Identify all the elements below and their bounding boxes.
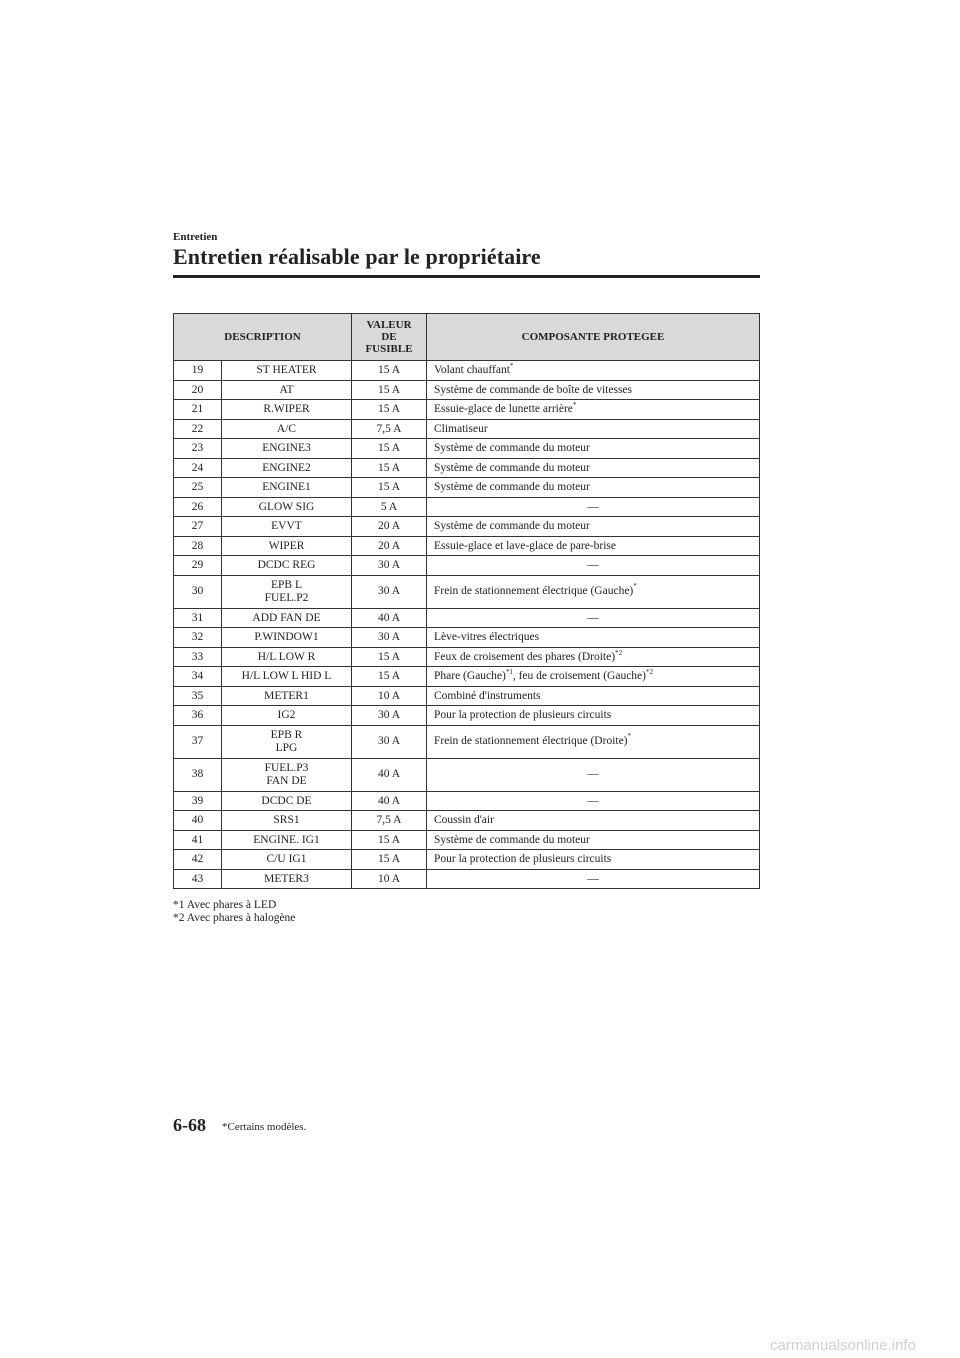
component-text: — xyxy=(587,768,599,781)
fuse-number: 26 xyxy=(174,497,222,517)
protected-component xyxy=(427,419,760,439)
fuse-number: 24 xyxy=(174,458,222,478)
footnote-marker: * xyxy=(633,582,637,591)
component-text: Phare (Gauche) xyxy=(434,670,506,683)
fuse-description-line: SRS1 xyxy=(273,814,300,827)
fuse-value: 15 A xyxy=(352,361,427,381)
table-row xyxy=(174,517,760,537)
table-row xyxy=(174,458,760,478)
fuse-number: 38 xyxy=(174,758,222,791)
component-text: — xyxy=(587,500,599,513)
footnotes xyxy=(173,899,295,925)
footnote-marker: *2 xyxy=(646,668,653,677)
fuse-number: 29 xyxy=(174,556,222,576)
component-text: Système de commande du moteur xyxy=(434,481,590,494)
fuse-description-line: ENGINE3 xyxy=(262,442,311,455)
table-row xyxy=(174,536,760,556)
fuse-description-line: P.WINDOW1 xyxy=(254,631,319,644)
fuse-description-line: ST HEATER xyxy=(256,364,317,377)
fuse-value: 30 A xyxy=(352,575,427,608)
fuse-number: 27 xyxy=(174,517,222,537)
component-text: — xyxy=(587,794,599,807)
fuse-number: 42 xyxy=(174,850,222,870)
protected-component xyxy=(427,608,760,628)
component-text: Pour la protection de plusieurs circuits xyxy=(434,709,612,722)
fuse-description xyxy=(222,380,352,400)
fuse-description-line: METER1 xyxy=(264,689,309,702)
fuse-description-line: FUEL.P3 xyxy=(264,762,309,775)
fuse-value: 30 A xyxy=(352,628,427,648)
fuse-number: 37 xyxy=(174,725,222,758)
header-description: DESCRIPTION xyxy=(174,314,352,361)
fuse-description-line: GLOW SIG xyxy=(258,500,315,513)
fuse-description xyxy=(222,850,352,870)
fuse-value: 7,5 A xyxy=(352,419,427,439)
fuse-description-line: EPB R xyxy=(270,729,303,742)
fuse-number: 43 xyxy=(174,869,222,889)
table-row xyxy=(174,647,760,667)
fuse-value: 15 A xyxy=(352,830,427,850)
fuse-value: 15 A xyxy=(352,439,427,459)
table-row xyxy=(174,380,760,400)
fuse-description xyxy=(222,556,352,576)
protected-component xyxy=(427,575,760,608)
fuse-description-line: DCDC REG xyxy=(257,559,316,572)
fuse-description-line: METER3 xyxy=(264,872,309,885)
fuse-number: 41 xyxy=(174,830,222,850)
header-value xyxy=(352,314,427,361)
table-row xyxy=(174,608,760,628)
protected-component xyxy=(427,811,760,831)
component-text: Essuie-glace de lunette arrière xyxy=(434,403,573,416)
page-title: Entretien réalisable par le propriétaire xyxy=(173,244,541,269)
footnote-marker: * xyxy=(627,732,632,741)
fuse-description-line: FAN DE xyxy=(266,774,307,787)
fuse-description xyxy=(222,497,352,517)
protected-component xyxy=(427,361,760,381)
fuse-number: 39 xyxy=(174,791,222,811)
fuse-description-line: ENGINE2 xyxy=(262,461,311,474)
table-row xyxy=(174,556,760,576)
fuse-description xyxy=(222,725,352,758)
fuse-number: 22 xyxy=(174,419,222,439)
protected-component xyxy=(427,380,760,400)
protected-component xyxy=(427,478,760,498)
fuse-value: 15 A xyxy=(352,850,427,870)
fuse-number: 30 xyxy=(174,575,222,608)
component-text: Climatiseur xyxy=(434,422,488,435)
fuse-description-line: ENGINE1 xyxy=(262,481,311,494)
header-value-line: DE xyxy=(381,330,397,343)
fuse-description-line: LPG xyxy=(275,741,298,754)
protected-component xyxy=(427,791,760,811)
fuse-description xyxy=(222,458,352,478)
protected-component xyxy=(427,667,760,687)
table-row xyxy=(174,706,760,726)
fuse-number: 19 xyxy=(174,361,222,381)
fuse-value: 20 A xyxy=(352,517,427,537)
fuse-description-line: H/L LOW L HID L xyxy=(241,670,332,683)
protected-component xyxy=(427,628,760,648)
fuse-value: 40 A xyxy=(352,758,427,791)
fuse-description-line: IG2 xyxy=(277,709,296,722)
component-text: Système de commande du moteur xyxy=(434,833,590,846)
component-text: Système de commande de boîte de vitesses xyxy=(434,383,633,396)
fuse-description xyxy=(222,536,352,556)
table-row xyxy=(174,830,760,850)
table-row xyxy=(174,791,760,811)
footnote-marker: * xyxy=(509,362,514,371)
component-text: — xyxy=(587,559,599,572)
fuse-number: 33 xyxy=(174,647,222,667)
fuse-description-line: ADD FAN DE xyxy=(252,611,321,624)
fuse-description xyxy=(222,419,352,439)
protected-component xyxy=(427,536,760,556)
footnote: *2 Avec phares à halogène xyxy=(173,912,296,924)
table-row xyxy=(174,869,760,889)
fuse-table-body xyxy=(174,361,760,889)
footnote-marker: * xyxy=(572,401,577,410)
component-text: Frein de stationnement électrique (Droite) xyxy=(434,735,628,748)
fuse-description-line: AT xyxy=(279,383,294,396)
component-text: Lève-vitres électriques xyxy=(434,631,540,644)
component-text: Essuie-glace et lave-glace de pare-brise xyxy=(434,539,616,552)
fuse-description xyxy=(222,667,352,687)
fuse-value: 7,5 A xyxy=(352,811,427,831)
fuse-value: 15 A xyxy=(352,667,427,687)
fuse-description xyxy=(222,575,352,608)
table-row xyxy=(174,361,760,381)
table-row xyxy=(174,725,760,758)
protected-component xyxy=(427,850,760,870)
fuse-description xyxy=(222,830,352,850)
component-text: Pour la protection de plusieurs circuits xyxy=(434,853,612,866)
footnote-marker: *2 xyxy=(615,648,623,657)
component-text: Volant chauffant xyxy=(434,364,510,377)
fuse-value: 20 A xyxy=(352,536,427,556)
fuse-description xyxy=(222,706,352,726)
table-row xyxy=(174,439,760,459)
header-value-line: VALEUR xyxy=(366,318,412,331)
fuse-description xyxy=(222,517,352,537)
component-text: Coussin d'air xyxy=(434,814,494,827)
table-row xyxy=(174,758,760,791)
fuse-description-line: FUEL.P2 xyxy=(264,591,309,604)
table-header-row xyxy=(174,314,760,361)
table-row xyxy=(174,478,760,498)
header-component: COMPOSANTE PROTEGEE xyxy=(427,314,760,361)
protected-component xyxy=(427,725,760,758)
fuse-number: 40 xyxy=(174,811,222,831)
protected-component xyxy=(427,706,760,726)
fuse-number: 20 xyxy=(174,380,222,400)
protected-component xyxy=(427,497,760,517)
fuse-value: 30 A xyxy=(352,556,427,576)
table-row xyxy=(174,686,760,706)
fuse-number: 23 xyxy=(174,439,222,459)
fuse-value: 15 A xyxy=(352,380,427,400)
fuse-value: 15 A xyxy=(352,647,427,667)
fuse-description-line: A/C xyxy=(276,422,297,435)
fuse-description xyxy=(222,758,352,791)
fuse-value: 15 A xyxy=(352,458,427,478)
fuse-number: 34 xyxy=(174,667,222,687)
fuse-value: 40 A xyxy=(352,791,427,811)
fuse-value: 10 A xyxy=(352,686,427,706)
fuse-description-line: WIPER xyxy=(268,539,305,552)
fuse-description xyxy=(222,361,352,381)
table-row xyxy=(174,667,760,687)
fuse-value: 10 A xyxy=(352,869,427,889)
fuse-description-line: DCDC DE xyxy=(261,794,312,807)
component-text: Système de commande du moteur xyxy=(434,442,590,455)
protected-component xyxy=(427,869,760,889)
header-value-line: FUSIBLE xyxy=(365,343,413,356)
fuse-description xyxy=(222,811,352,831)
fuse-number: 21 xyxy=(174,400,222,420)
fuse-description xyxy=(222,647,352,667)
footnote-marker: *1 xyxy=(505,668,513,677)
fuse-number: 32 xyxy=(174,628,222,648)
fuse-description xyxy=(222,608,352,628)
page-number: 6-68 xyxy=(173,1115,206,1135)
component-text: Combiné d'instruments xyxy=(434,689,541,702)
component-text: , feu de croisement (Gauche) xyxy=(512,670,646,683)
fuse-description-line: R.WIPER xyxy=(263,403,310,416)
fuse-description-line: EPB L xyxy=(271,579,302,592)
component-text: Système de commande du moteur xyxy=(434,520,590,533)
table-row xyxy=(174,419,760,439)
fuse-number: 31 xyxy=(174,608,222,628)
protected-component xyxy=(427,517,760,537)
fuse-description xyxy=(222,686,352,706)
fuse-description-line: C/U IG1 xyxy=(266,853,307,866)
protected-component xyxy=(427,400,760,420)
footer-note: *Certains modèles. xyxy=(222,1121,307,1133)
fuse-number: 35 xyxy=(174,686,222,706)
component-text: Frein de stationnement électrique (Gauche) xyxy=(434,585,634,598)
fuse-number: 36 xyxy=(174,706,222,726)
table-row xyxy=(174,850,760,870)
fuse-description-line: H/L LOW R xyxy=(257,650,316,663)
fuse-number: 25 xyxy=(174,478,222,498)
protected-component xyxy=(427,439,760,459)
fuse-description-line: ENGINE. IG1 xyxy=(253,833,320,846)
fuse-description xyxy=(222,628,352,648)
fuse-value: 30 A xyxy=(352,725,427,758)
protected-component xyxy=(427,830,760,850)
fuse-value: 15 A xyxy=(352,400,427,420)
fuse-description xyxy=(222,791,352,811)
watermark: carmanualsonline.info xyxy=(770,1337,916,1354)
fuse-description-line: EVVT xyxy=(271,520,302,533)
component-text: Système de commande du moteur xyxy=(434,461,590,474)
protected-component xyxy=(427,758,760,791)
table-row xyxy=(174,575,760,608)
protected-component xyxy=(427,647,760,667)
table-row xyxy=(174,400,760,420)
protected-component xyxy=(427,686,760,706)
fuse-description xyxy=(222,400,352,420)
fuse-description xyxy=(222,869,352,889)
component-text: — xyxy=(587,611,599,624)
fuse-value: 5 A xyxy=(352,497,427,517)
section-label: Entretien xyxy=(173,231,218,243)
fuse-value: 30 A xyxy=(352,706,427,726)
component-text: Feux de croisement des phares (Droite) xyxy=(434,650,616,663)
title-rule xyxy=(173,275,760,278)
fuse-description xyxy=(222,439,352,459)
component-text: — xyxy=(587,872,599,885)
fuse-description xyxy=(222,478,352,498)
footnote: *1 Avec phares à LED xyxy=(173,899,277,911)
table-row xyxy=(174,811,760,831)
fuse-number: 28 xyxy=(174,536,222,556)
table-row xyxy=(174,628,760,648)
table-row xyxy=(174,497,760,517)
fuse-table xyxy=(173,313,760,889)
fuse-value: 15 A xyxy=(352,478,427,498)
protected-component xyxy=(427,556,760,576)
fuse-value: 40 A xyxy=(352,608,427,628)
protected-component xyxy=(427,458,760,478)
